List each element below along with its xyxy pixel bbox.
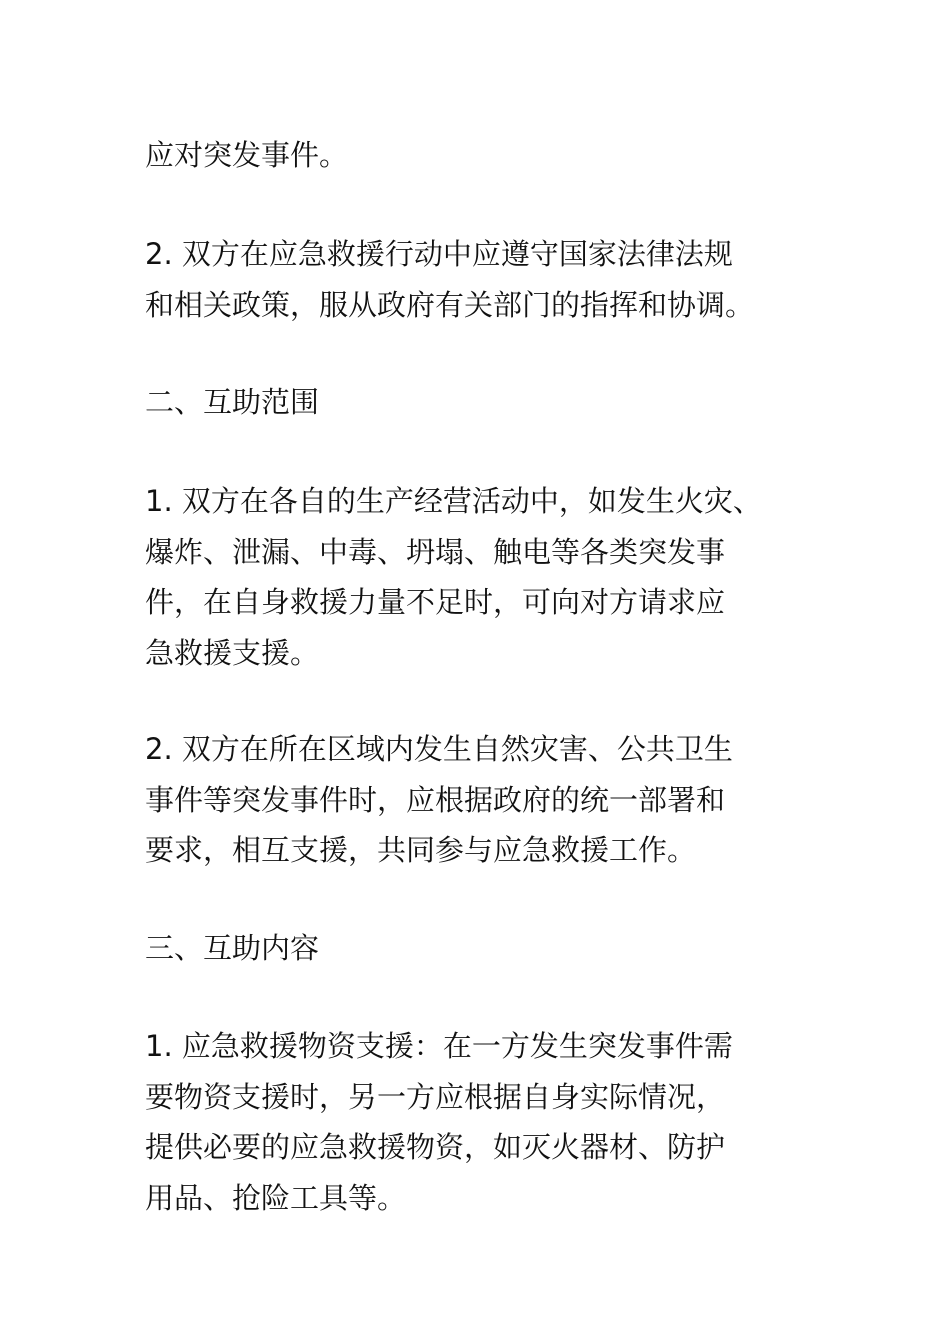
text-line: 2. 双方在应急救援行动中应遵守国家法律法规 xyxy=(145,237,733,271)
text-line: 2. 双方在所在区域内发生自然灾害、公共卫生 xyxy=(145,732,733,766)
text-line: 和相关政策，服从政府有关部门的指挥和协调。 xyxy=(145,287,755,322)
text-line: 要求，相互支援，共同参与应急救援工作。 xyxy=(145,833,697,867)
text-line: 应对突发事件。 xyxy=(145,138,349,172)
heading-text: 三、互助内容 xyxy=(145,931,320,965)
text-line: 提供必要的应急救援物资，如灭火器材、防护 xyxy=(145,1130,726,1164)
text-line: 1. 应急救援物资支援：在一方发生突发事件需 xyxy=(145,1029,733,1063)
heading-text: 二、互助范围 xyxy=(145,385,320,419)
section-heading-scope xyxy=(145,377,845,428)
paragraph-scope-item-2 xyxy=(145,724,845,876)
text-line: 用品、抢险工具等。 xyxy=(145,1180,407,1215)
text-line: 爆炸、泄漏、中毒、坍塌、触电等各类突发事 xyxy=(145,534,726,569)
text-line: 要物资支援时，另一方应根据自身实际情况， xyxy=(145,1079,726,1114)
text-line: 急救援支援。 xyxy=(145,635,320,670)
paragraph-continuation xyxy=(145,130,845,181)
text-line: 件，在自身救援力量不足时，可向对方请求应 xyxy=(145,585,726,619)
text-line: 事件等突发事件时，应根据政府的统一部署和 xyxy=(145,782,726,817)
paragraph-item-2-laws xyxy=(145,229,845,330)
paragraph-content-item-1 xyxy=(145,1021,845,1223)
paragraph-scope-item-1 xyxy=(145,476,845,678)
text-line: 1. 双方在各自的生产经营活动中，如发生火灾、 xyxy=(145,484,762,518)
section-heading-content xyxy=(145,923,845,974)
